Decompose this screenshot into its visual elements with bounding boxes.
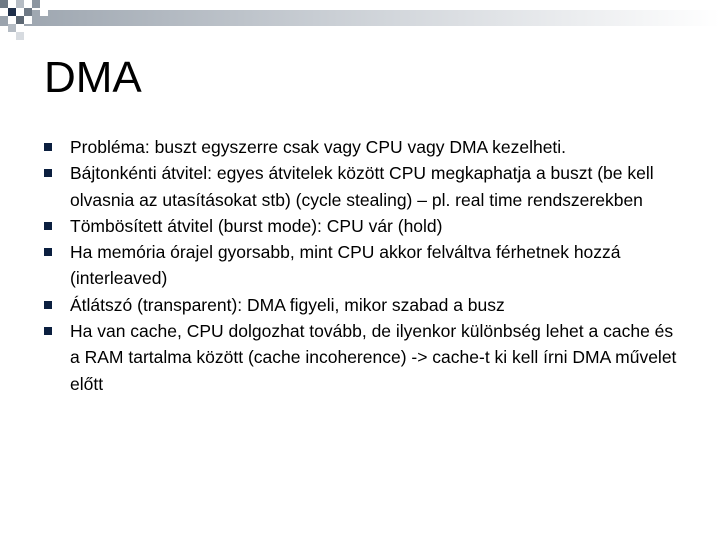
bullet-text: Ha van cache, CPU dolgozhat tovább, de ilyenkor különbség lehet a cache és a RAM tartalma között (cache incoherence) -> cache-t ki kell írni DMA művelet előtt bbox=[70, 321, 677, 394]
bullet-text: Ha memória órajel gyorsabb, mint CPU akkor felváltva férhetnek hozzá (interleaved) bbox=[70, 242, 621, 289]
bullet-text: Probléma: buszt egyszerre csak vagy CPU vagy DMA kezelheti. bbox=[70, 137, 567, 157]
square-bullet-icon bbox=[44, 143, 52, 151]
bullet-item bbox=[44, 292, 684, 318]
square-bullet-icon bbox=[44, 169, 52, 177]
bullet-item bbox=[44, 318, 684, 397]
bullet-item bbox=[44, 239, 684, 292]
bullet-item bbox=[44, 160, 684, 213]
bullet-text: Átlátszó (transparent): DMA figyeli, mikor szabad a busz bbox=[70, 294, 505, 315]
bullet-text: Bájtonkénti átvitel: egyes átvitelek között CPU megkaphatja a buszt (be kell olvasnia az utasításokat stb) (cycle stealing) – pl. real time rendszerekben bbox=[70, 163, 654, 210]
square-bullet-icon bbox=[44, 327, 52, 335]
slide-title: DMA bbox=[44, 53, 142, 102]
square-bullet-icon bbox=[44, 248, 52, 256]
bullet-item bbox=[44, 134, 684, 160]
square-bullet-icon bbox=[44, 301, 52, 309]
square-bullet-icon bbox=[44, 222, 52, 230]
bullet-item bbox=[44, 213, 684, 239]
bullet-list bbox=[44, 134, 684, 397]
header-decoration bbox=[0, 0, 720, 40]
bullet-text: Tömbösített átvitel (burst mode): CPU vár (hold) bbox=[70, 215, 443, 236]
